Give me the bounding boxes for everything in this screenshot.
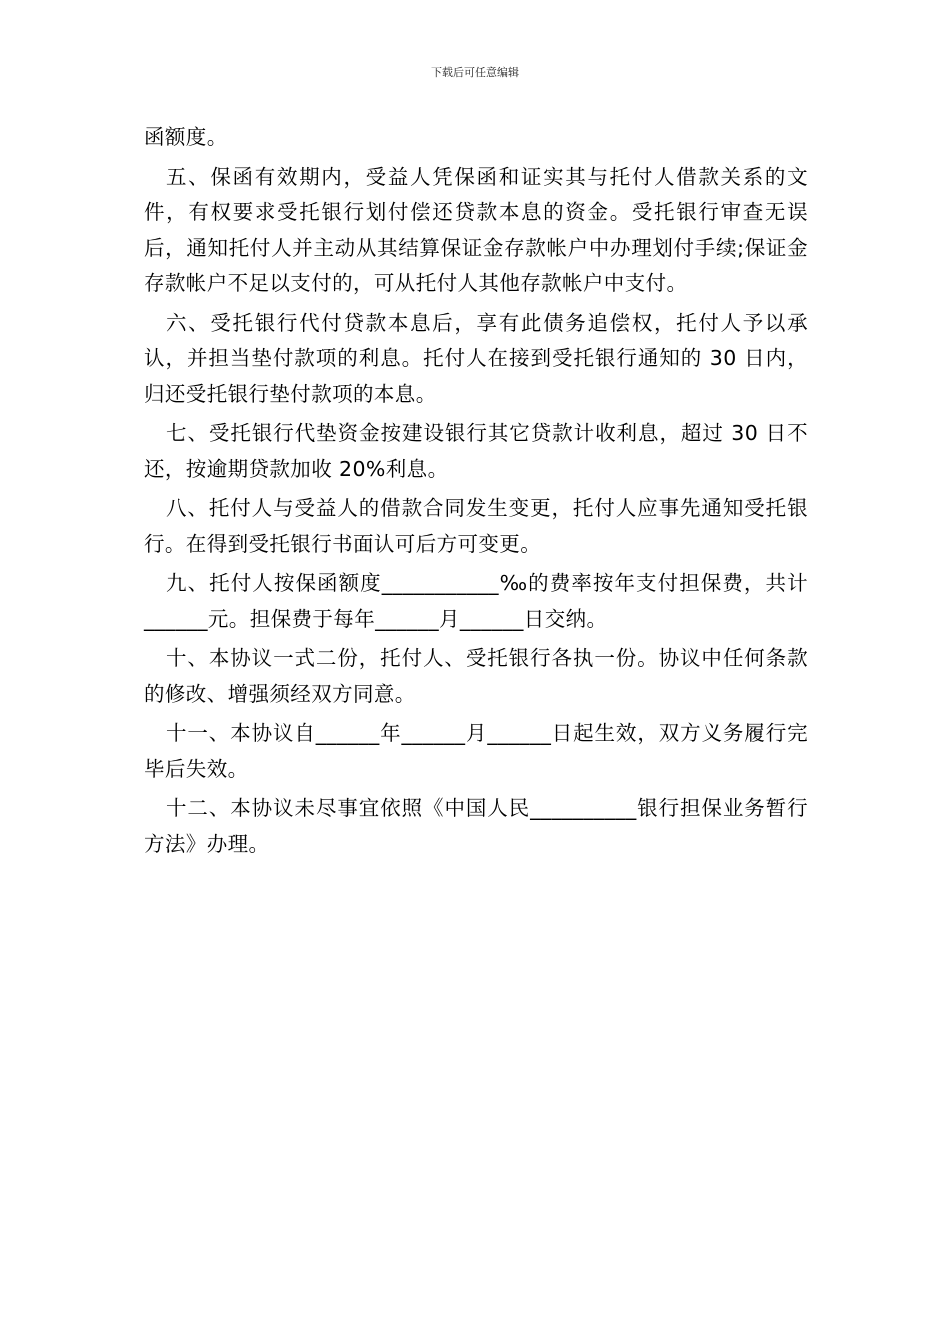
paragraph-clause-6: 六、受托银行代付贷款本息后，享有此债务追偿权，托付人予以承认，并担当垫付款项的利息。托付人在接到受托银行通知的 30 日内，归还受托银行垫付款项的本息。	[144, 310, 808, 406]
paragraph-clause-11: 十一、本协议自______年______月______日起生效，双方义务履行完毕后失效。	[144, 721, 808, 781]
paragraph-clause-5: 五、保函有效期内，受益人凭保函和证实其与托付人借款关系的文件，有权要求受托银行划付偿还贷款本息的资金。受托银行审查无误后，通知托付人并主动从其结算保证金存款帐户中办理划付手续;保证金存款帐户不足以支付的，可从托付人其他存款帐户中支付。	[144, 164, 808, 295]
page-header: 下载后可任意编辑	[431, 66, 519, 79]
paragraph-continuation: 函额度。	[144, 125, 228, 149]
paragraph-clause-9: 九、托付人按保函额度___________‰的费率按年支付担保费，共计______元。担保费于每年______月______日交纳。	[144, 571, 808, 631]
paragraph-clause-12: 十二、本协议未尽事宜依照《中国人民__________银行担保业务暂行方法》办理。	[144, 796, 808, 856]
document-body	[144, 120, 808, 866]
paragraph-clause-8: 八、托付人与受益人的借款合同发生变更，托付人应事先通知受托银行。在得到受托银行书面认可后方可变更。	[144, 496, 808, 556]
paragraph-clause-7: 七、受托银行代垫资金按建设银行其它贷款计收利息，超过 30 日不还，按逾期贷款加收 20%利息。	[144, 421, 808, 481]
paragraph-clause-10: 十、本协议一式二份，托付人、受托银行各执一份。协议中任何条款的修改、增强须经双方同意。	[144, 646, 808, 706]
